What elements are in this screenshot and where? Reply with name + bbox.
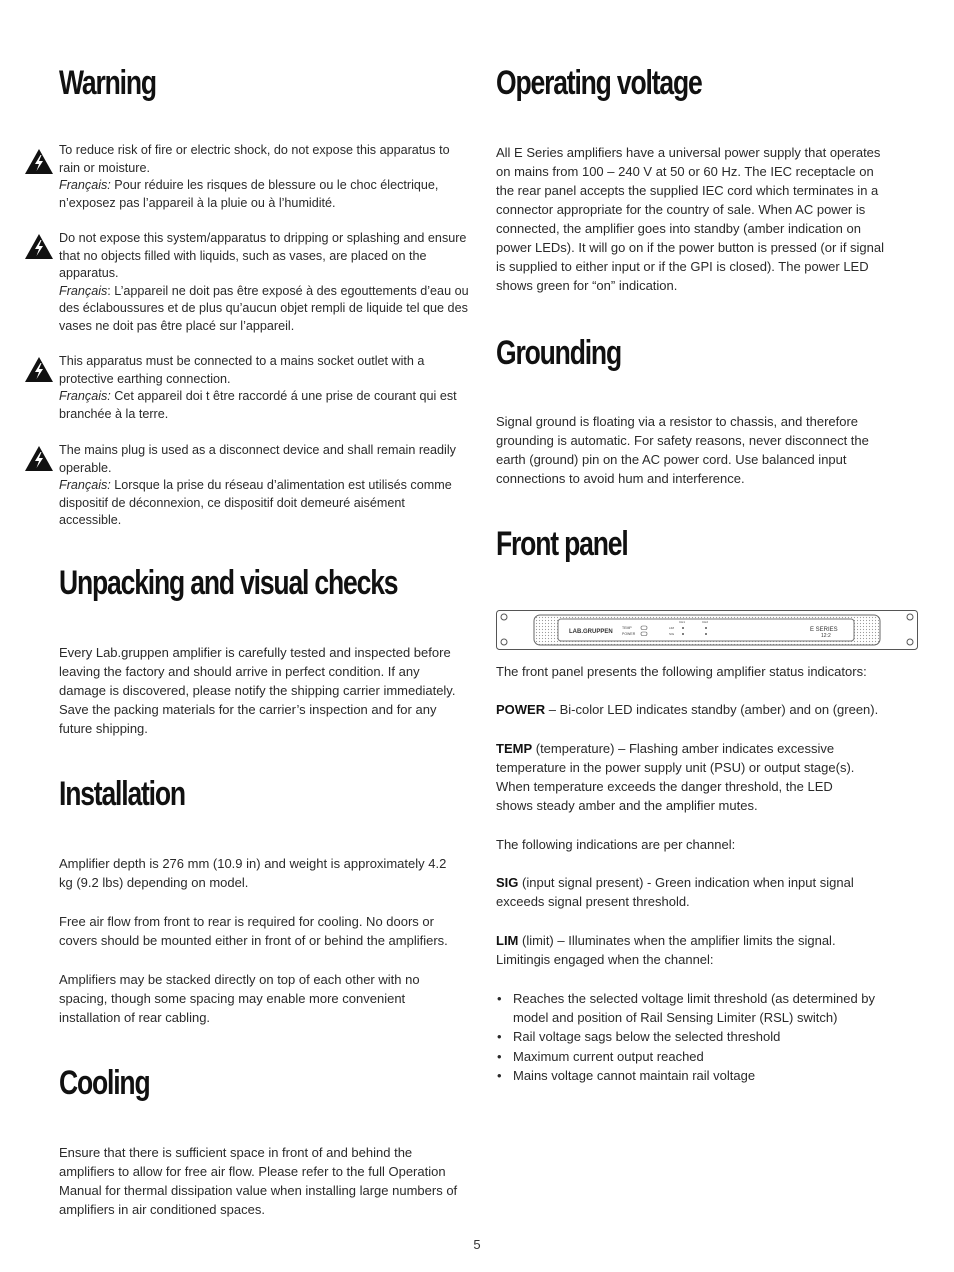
warning-text-fr: Pour réduire les risques de blessure ou le choc électrique, n’exposez pas l’appareil à la pluie ou à l’humidité.: [59, 178, 439, 210]
front-panel-ch1-label: CH1: [679, 620, 686, 624]
lim-led-ch2: [705, 627, 707, 629]
list-item: • Mains voltage cannot maintain rail voltage: [496, 1066, 876, 1085]
front-panel-diagram: [496, 610, 918, 650]
lim-conditions-list: [496, 989, 876, 1085]
operating-voltage-body: All E Series amplifiers have a universal power supply that operates on mains from 100 – 240 V at 50 or 60 Hz. The IEC receptacle on the rear panel accepts the supplied IEC cord which terminates in a connector appropriate for the country of sale. When AC power is connected, the amplifier goes into standby (amber indication on power LEDs). It will go on if the power button is pressed (or if signal is supplied to either input or if the GPI is closed). The power LED shows green for “on” indication.: [496, 145, 885, 293]
front-panel-model: 12:2: [821, 633, 831, 639]
per-channel-intro: The following indications are per channel:: [496, 837, 736, 852]
installation-paragraph-1: Amplifier depth is 276 mm (10.9 in) and weight is approximately 4.2 kg (9.2 lbs) depending on model.: [59, 856, 447, 890]
lim-indicator-description: [496, 931, 871, 969]
warning-french-label: Français:: [59, 178, 111, 193]
warning-french-label: Français:: [59, 389, 111, 404]
unpacking-heading: Unpacking and visual checks: [59, 564, 398, 602]
lim-indicator-text: (limit) – Illuminates when the amplifier limits the signal. Limitingis engaged when the channel:: [496, 933, 836, 967]
temp-indicator-description: [496, 739, 871, 815]
front-panel-heading: Front panel: [496, 525, 628, 563]
operating-voltage-heading: Operating voltage: [496, 64, 702, 102]
front-panel-intro: The front panel presents the following amplifier status indicators:: [496, 664, 867, 679]
front-panel-ch2-label: CH2: [702, 620, 709, 624]
sig-indicator-description: [496, 873, 876, 911]
warning-text-fr: Cet appareil doi t être raccordé á une prise de courant qui est branchée à la terre.: [59, 389, 457, 421]
warning-text-en: The mains plug is used as a disconnect device and shall remain readily operable.: [59, 443, 456, 475]
cooling-heading: Cooling: [59, 1064, 150, 1102]
warning-text-en: Do not expose this system/apparatus to dripping or splashing and ensure that no objects filled with liquids, such as vases, are placed on the apparatus.: [59, 231, 467, 281]
grounding-body: Signal ground is floating via a resistor to chassis, and therefore grounding is automatic. For safety reasons, never disconnect the earth (ground) pin on the AC power cord. Use balanced input connections to avoid hum and interference.: [496, 414, 869, 486]
warning-text-en: This apparatus must be connected to a mains socket outlet with a protective earthing connection.: [59, 354, 425, 386]
sig-led-ch2: [705, 633, 707, 635]
list-item: • Maximum current output reached: [496, 1047, 876, 1066]
warning-french-label: Français:: [59, 478, 111, 493]
sig-indicator-text: (input signal present) - Green indication when input signal exceeds signal present threshold.: [496, 875, 854, 909]
installation-heading: Installation: [59, 775, 185, 813]
power-indicator-description: [496, 700, 896, 719]
electric-hazard-icon: [24, 356, 54, 383]
electric-hazard-icon: [24, 148, 54, 175]
sig-led-ch1: [682, 633, 684, 635]
sig-indicator-label: SIG: [496, 875, 519, 890]
warning-item-4: [59, 442, 469, 530]
cooling-body: Ensure that there is sufficient space in front of and behind the amplifiers to allow for free air flow. Please refer to the full Operation Manual for thermal dissipation value when installing large numbers of amplifiers in air conditioned spaces.: [59, 1145, 458, 1217]
list-item: • Reaches the selected voltage limit threshold (as determined by model and position of Rail Sensing Limiter (RSL) switch): [496, 989, 876, 1027]
warning-item-2: [59, 230, 469, 336]
page-number: 5: [473, 1237, 481, 1252]
power-indicator-text: – Bi-color LED indicates standby (amber) and on (green).: [545, 702, 879, 717]
front-panel-brand: LAB.GRUPPEN: [569, 629, 613, 635]
front-panel-series: E SERIES: [810, 627, 838, 633]
front-panel-power-label: POWER: [622, 632, 636, 636]
lim-indicator-label: LIM: [496, 933, 519, 948]
front-panel-sig-label: SIG: [669, 632, 675, 636]
front-panel-lim-label: LIM: [669, 626, 675, 630]
front-panel-temp-label: TEMP: [622, 626, 632, 630]
warning-text-fr: : L’appareil ne doit pas être exposé à des egouttements d’eau ou des éclaboussures et de plus qu’aucun objet rempli de liquide tel que des vases ne doit pas être placé sur l’appareil.: [59, 283, 469, 333]
electric-hazard-icon: [24, 445, 54, 472]
electric-hazard-icon: [24, 233, 54, 260]
installation-paragraph-2: Free air flow from front to rear is required for cooling. No doors or covers should be mounted either in front of or behind the amplifiers.: [59, 914, 448, 948]
warning-text-fr: Lorsque la prise du réseau d’alimentation est utilisés comme dispositif de déconnexion, ce dispositif doit demeuré aisément accessible.: [59, 478, 452, 528]
warning-text-en: To reduce risk of fire or electric shock, do not expose this apparatus to rain or moisture.: [59, 143, 450, 175]
temp-indicator-label: TEMP: [496, 741, 533, 756]
warning-heading: Warning: [59, 64, 156, 102]
warning-french-label: Français: [59, 283, 108, 298]
warning-item-1: [59, 142, 469, 212]
grounding-heading: Grounding: [496, 334, 621, 372]
list-item: • Rail voltage sags below the selected threshold: [496, 1027, 876, 1046]
lim-led-ch1: [682, 627, 684, 629]
warning-item-3: [59, 353, 469, 423]
temp-indicator-text: (temperature) – Flashing amber indicates excessive temperature in the power supply unit (PSU) or output stage(s). When temperature exceeds the danger threshold, the LED shows steady amber and the amplifier mutes.: [496, 741, 855, 813]
power-indicator-label: POWER: [496, 702, 546, 717]
unpacking-body: Every Lab.gruppen amplifier is carefully tested and inspected before leaving the factory and should arrive in perfect condition. If any damage is discovered, please notify the shipping carrier immediately. Save the packing materials for the carrier’s inspection and for any future shipping.: [59, 645, 456, 736]
installation-paragraph-3: Amplifiers may be stacked directly on top of each other with no spacing, though some spacing may enable more convenient installation of rear cabling.: [59, 972, 420, 1025]
